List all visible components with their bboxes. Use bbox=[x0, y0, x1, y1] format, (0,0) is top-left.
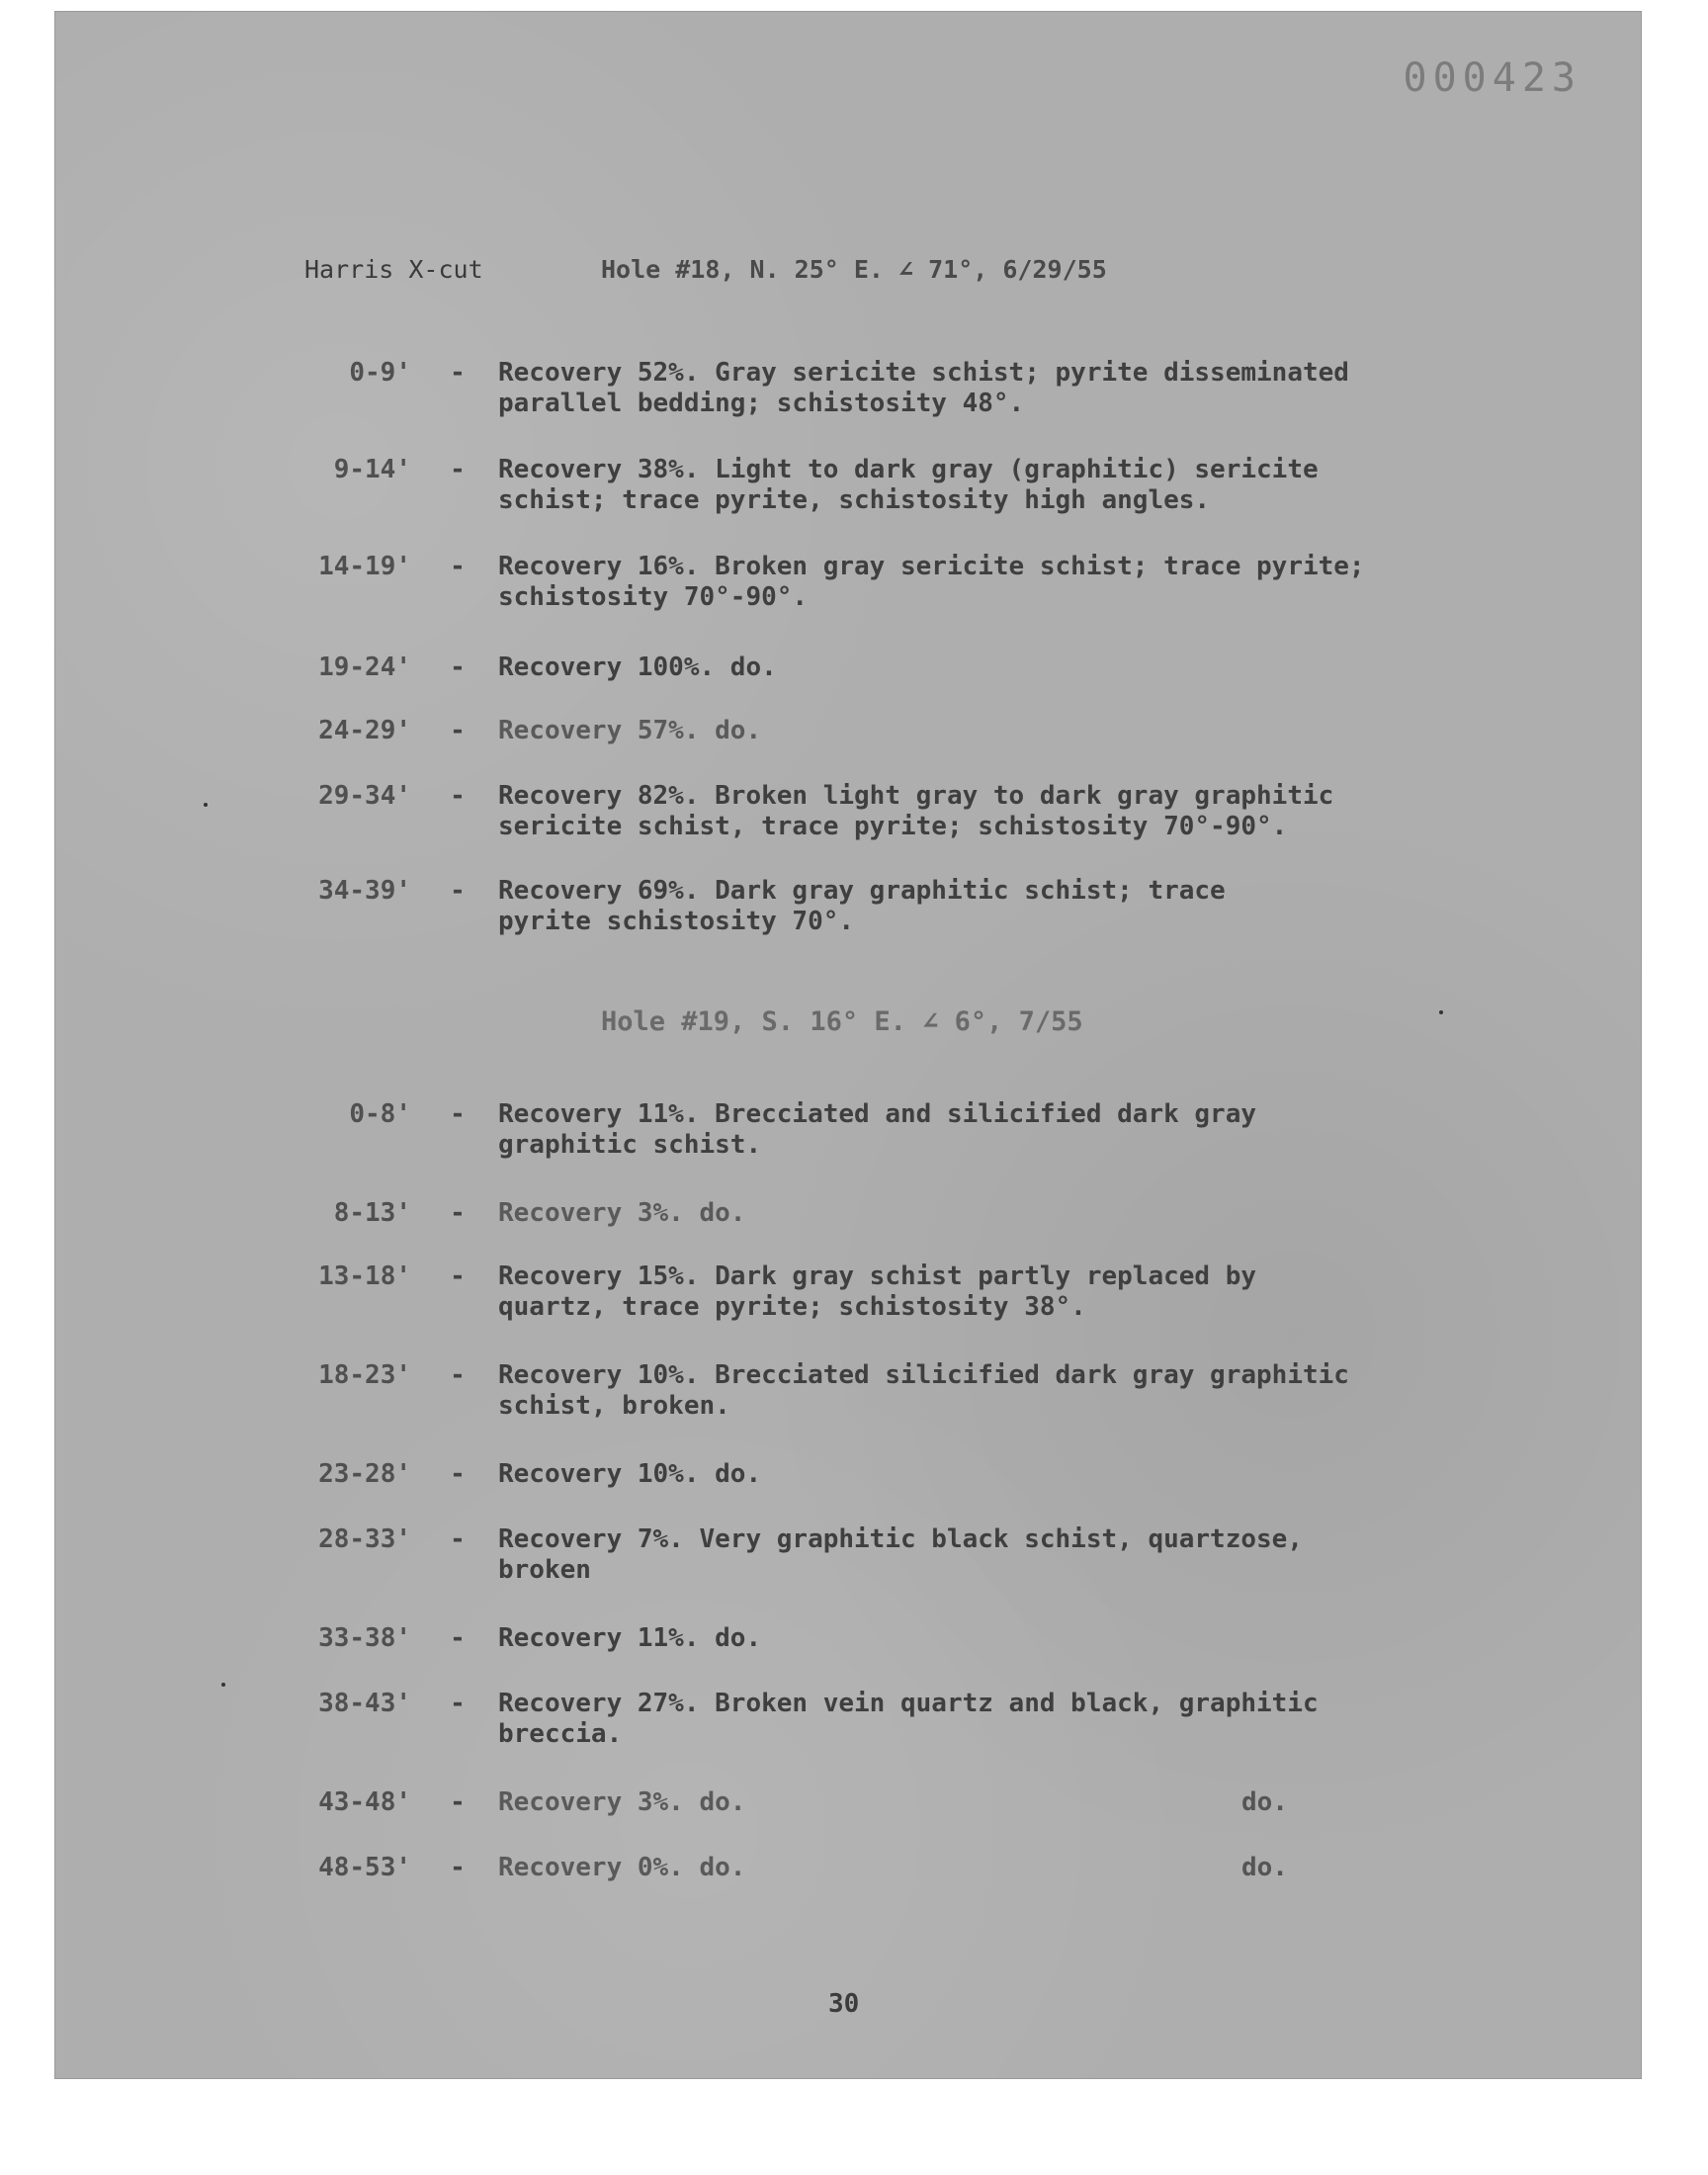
entry-interval: 19-24' bbox=[318, 652, 411, 682]
entry-description: Recovery 52%. Gray sericite schist; pyrite disseminated parallel bedding; schistosity 48°. bbox=[498, 358, 1349, 418]
entry-description: Recovery 0%. do. bbox=[498, 1853, 746, 1882]
entry-dash: - bbox=[450, 455, 466, 484]
entry-interval: 34-39' bbox=[318, 876, 411, 906]
hole-18-heading: Hole #18, N. 25° E. ∠ 71°, 6/29/55 bbox=[601, 255, 1107, 284]
entry-description: Recovery 15%. Dark gray schist partly replaced by quartz, trace pyrite; schistosity 38°. bbox=[498, 1262, 1257, 1322]
entry-interval: 28-33' bbox=[318, 1524, 411, 1554]
entry-interval: 33-38' bbox=[318, 1623, 411, 1653]
scan-speck bbox=[1439, 1010, 1443, 1014]
entry-interval: 18-23' bbox=[318, 1360, 411, 1390]
entry-dash: - bbox=[450, 1787, 466, 1817]
entry-description: Recovery 27%. Broken vein quartz and black, graphitic breccia. bbox=[498, 1689, 1319, 1749]
entry-dash: - bbox=[450, 1198, 466, 1228]
entry-description: Recovery 57%. do. bbox=[498, 716, 762, 745]
entry-interval: 0-9' bbox=[349, 358, 411, 388]
entry-dash: - bbox=[450, 876, 466, 906]
entry-extra-note: do. bbox=[1241, 1787, 1288, 1817]
entry-dash: - bbox=[450, 1262, 466, 1291]
entry-description: Recovery 38%. Light to dark gray (graphitic) sericite schist; trace pyrite, schistosity high angles. bbox=[498, 455, 1319, 515]
entry-extra-note: do. bbox=[1241, 1853, 1288, 1882]
entry-description: Recovery 11%. do. bbox=[498, 1623, 762, 1653]
entry-dash: - bbox=[450, 358, 466, 388]
entry-interval: 38-43' bbox=[318, 1689, 411, 1718]
entry-dash: - bbox=[450, 552, 466, 581]
entry-dash: - bbox=[450, 1524, 466, 1554]
entry-interval: 8-13' bbox=[333, 1198, 411, 1228]
entry-description: Recovery 7%. Very graphitic black schist, quartzose, broken bbox=[498, 1524, 1303, 1585]
entry-description: Recovery 3%. do. bbox=[498, 1198, 746, 1228]
entry-description: Recovery 69%. Dark gray graphitic schist; trace pyrite schistosity 70°. bbox=[498, 876, 1226, 936]
scanned-page bbox=[55, 12, 1641, 2078]
entry-interval: 14-19' bbox=[318, 552, 411, 581]
entry-dash: - bbox=[450, 652, 466, 682]
page-number: 30 bbox=[828, 1989, 860, 2019]
document-stamp-number: 000423 bbox=[1403, 55, 1581, 101]
entry-interval: 29-34' bbox=[318, 781, 411, 811]
entry-dash: - bbox=[450, 716, 466, 745]
scan-speck bbox=[204, 803, 208, 807]
entry-interval: 48-53' bbox=[318, 1853, 411, 1882]
entry-dash: - bbox=[450, 1623, 466, 1653]
entry-dash: - bbox=[450, 1689, 466, 1718]
entry-dash: - bbox=[450, 1360, 466, 1390]
entry-description: Recovery 3%. do. bbox=[498, 1787, 746, 1817]
entry-description: Recovery 82%. Broken light gray to dark gray graphitic sericite schist, trace pyrite; schistosity 70°-90°. bbox=[498, 781, 1334, 841]
entry-interval: 24-29' bbox=[318, 716, 411, 745]
entry-interval: 43-48' bbox=[318, 1787, 411, 1817]
hole-19-heading: Hole #19, S. 16° E. ∠ 6°, 7/55 bbox=[601, 1006, 1083, 1037]
entry-interval: 13-18' bbox=[318, 1262, 411, 1291]
entry-interval: 9-14' bbox=[333, 455, 411, 484]
entry-dash: - bbox=[450, 781, 466, 811]
site-name: Harris X-cut bbox=[304, 255, 483, 284]
entry-interval: 0-8' bbox=[349, 1099, 411, 1129]
entry-description: Recovery 11%. Brecciated and silicified dark gray graphitic schist. bbox=[498, 1099, 1257, 1160]
entry-description: Recovery 16%. Broken gray sericite schist; trace pyrite; schistosity 70°-90°. bbox=[498, 552, 1365, 612]
entry-dash: - bbox=[450, 1099, 466, 1129]
entry-interval: 23-28' bbox=[318, 1459, 411, 1489]
page-heading bbox=[304, 255, 1392, 284]
entry-description: Recovery 10%. Brecciated silicified dark gray graphitic schist, broken. bbox=[498, 1360, 1349, 1421]
entry-description: Recovery 100%. do. bbox=[498, 652, 777, 682]
entry-description: Recovery 10%. do. bbox=[498, 1459, 762, 1489]
entry-dash: - bbox=[450, 1459, 466, 1489]
scan-speck bbox=[221, 1683, 225, 1687]
entry-dash: - bbox=[450, 1853, 466, 1882]
